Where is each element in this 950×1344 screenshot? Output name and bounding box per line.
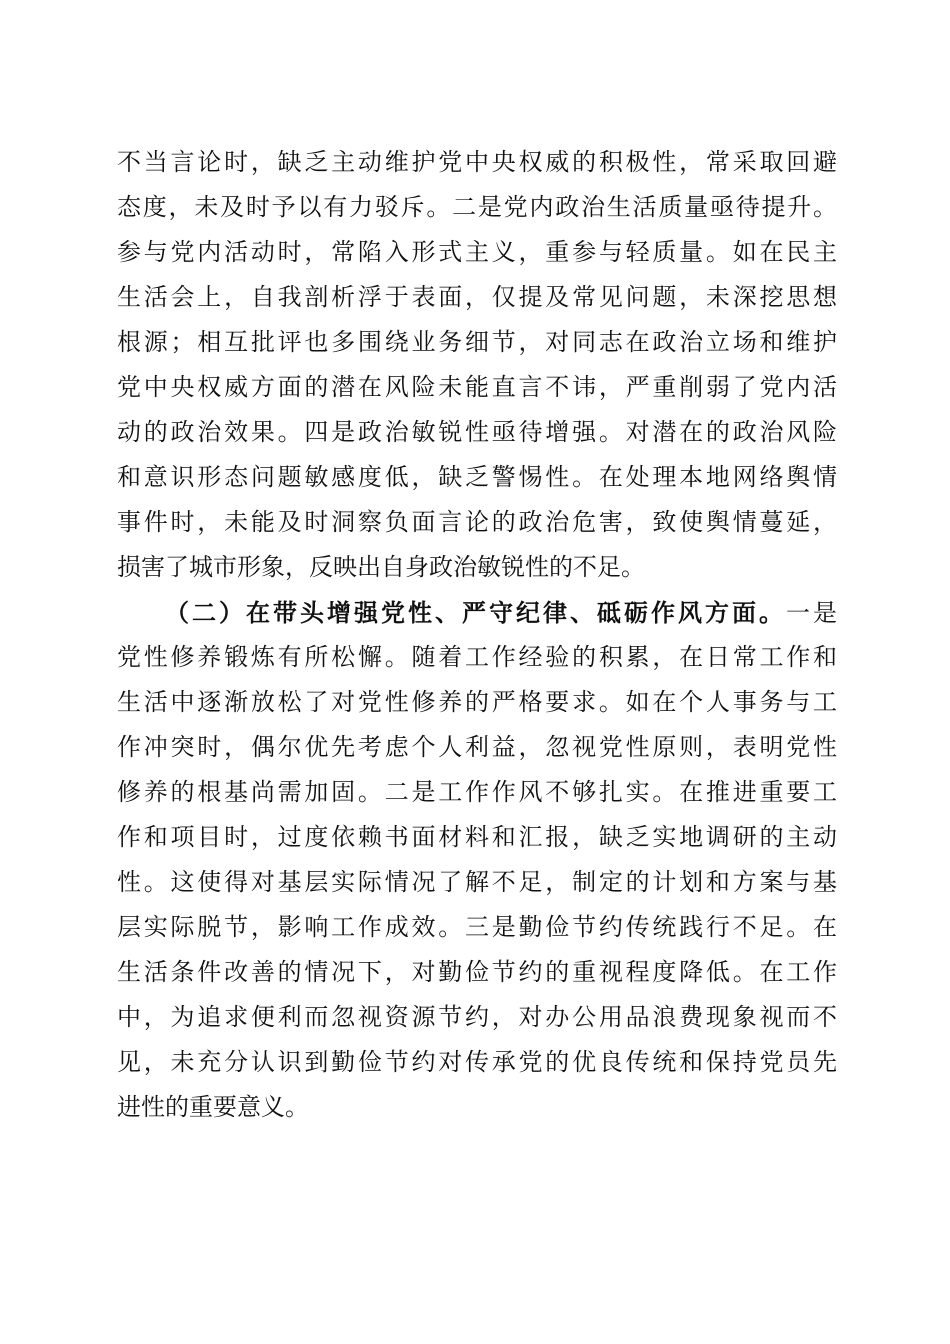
text-line: 事件时，未能及时洞察负面言论的政治危害，致使舆情蔓延，: [117, 508, 837, 536]
text-line: 生活中逐渐放松了对党性修养的严格要求。如在个人事务与工: [117, 688, 837, 716]
section-heading-line: [117, 590, 837, 635]
text-line: 作冲突时，偶尔优先考虑个人利益，忽视党性原则，表明党性: [117, 733, 837, 761]
text-line: 进性的重要意义。: [117, 1093, 309, 1121]
text-line: 性。这使得对基层实际情况了解不足，制定的计划和方案与基: [117, 868, 837, 896]
text-line: 生活条件改善的情况下，对勤俭节约的重视程度降低。在工作: [117, 958, 837, 986]
text-line: 动的政治效果。四是政治敏锐性亟待增强。对潜在的政治风险: [117, 418, 837, 446]
text-line: 修养的根基尚需加固。二是工作作风不够扎实。在推进重要工: [117, 778, 837, 806]
text-line: 损害了城市形象，反映出自身政治敏锐性的不足。: [117, 553, 645, 581]
paragraph-2: [117, 590, 837, 1130]
text-line: 不当言论时，缺乏主动维护党中央权威的积极性，常采取回避: [117, 148, 837, 176]
text-line: 见，未充分认识到勤俭节约对传承党的优良传统和保持党员先: [117, 1048, 837, 1076]
text-line: 党性修养锻炼有所松懈。随着工作经验的积累，在日常工作和: [117, 643, 837, 671]
text-line: 中，为追求便利而忽视资源节约，对办公用品浪费现象视而不: [117, 1003, 837, 1031]
text-line: 生活会上，自我剖析浮于表面，仅提及常见问题，未深挖思想: [117, 283, 837, 311]
paragraph-1: [117, 140, 837, 590]
text-line: 态度，未及时予以有力驳斥。二是党内政治生活质量亟待提升。: [117, 193, 837, 221]
document-body: [117, 140, 837, 1130]
text-line: 党中央权威方面的潜在风险未能直言不讳，严重削弱了党内活: [117, 373, 837, 401]
text-line: 作和项目时，过度依赖书面材料和汇报，缺乏实地调研的主动: [117, 823, 837, 851]
text-line: 和意识形态问题敏感度低，缺乏警惕性。在处理本地网络舆情: [117, 463, 837, 491]
section-heading: （二）在带头增强党性、严守纪律、砥砺作风方面。: [165, 598, 786, 627]
text-line: 根源；相互批评也多围绕业务细节，对同志在政治立场和维护: [117, 328, 837, 356]
text-line: 层实际脱节，影响工作成效。三是勤俭节约传统践行不足。在: [117, 913, 837, 941]
text-line: 参与党内活动时，常陷入形式主义，重参与轻质量。如在民主: [117, 238, 837, 266]
text-run: 一是: [786, 599, 837, 627]
